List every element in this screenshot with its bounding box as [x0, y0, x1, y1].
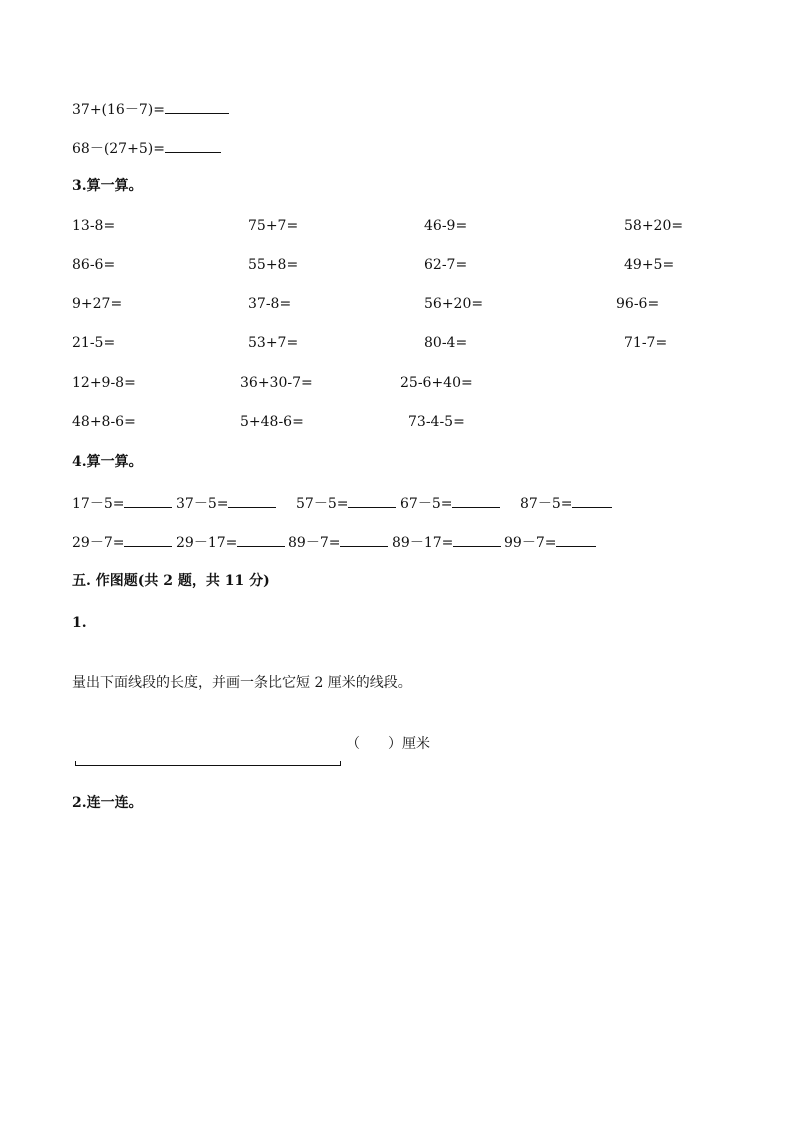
q3-r1c4: 58+20= [624, 218, 684, 234]
q3-r2c3: 62-7= [424, 257, 468, 273]
q3-r3c2: 37-8= [248, 296, 292, 312]
q3-r2c2: 55+8= [248, 257, 299, 273]
answer-blank[interactable] [228, 493, 276, 508]
section5-q1-number: 1. [72, 615, 87, 631]
q3-r6c2: 5+48-6= [240, 414, 304, 430]
q3-r6c3: 73-4-5= [408, 414, 465, 430]
answer-blank[interactable] [452, 493, 500, 508]
q3-r5c3: 25-6+40= [400, 375, 473, 391]
length-answer[interactable]: （ ）厘米 [346, 736, 430, 752]
section5-title: 五. 作图题(共 2 题，共 11 分) [72, 573, 270, 589]
q4-r1c5: 87－5= [520, 493, 612, 513]
line-segment [75, 765, 341, 766]
q3-r4c3: 80-4= [424, 335, 468, 351]
answer-blank[interactable] [237, 532, 285, 547]
answer-blank[interactable] [165, 138, 221, 153]
section5-q1-text: 量出下面线段的长度，并画一条比它短 2 厘米的线段。 [72, 675, 412, 691]
q3-r3c3: 56+20= [424, 296, 484, 312]
q3-r4c2: 53+7= [248, 335, 299, 351]
q4-r1c1: 17－5= [72, 493, 172, 513]
q3-r2c4: 49+5= [624, 257, 675, 273]
q3-r4c4: 71-7= [624, 335, 668, 351]
answer-blank[interactable] [124, 493, 172, 508]
q4-r2c1: 29－7= [72, 532, 172, 552]
q3-r5c1: 12+9-8= [72, 375, 136, 391]
q4-r2c4: 89－17= [392, 532, 501, 552]
q3-r3c4: 96-6= [616, 296, 660, 312]
expr-top-1: 37+(16－7)= [72, 99, 229, 119]
expr-top-2: 68－(27+5)= [72, 138, 221, 158]
q3-title: 3.算一算。 [72, 178, 143, 194]
q3-r6c1: 48+8-6= [72, 414, 136, 430]
answer-blank[interactable] [556, 532, 596, 547]
q4-r1c4: 67－5= [400, 493, 500, 513]
q3-r1c2: 75+7= [248, 218, 299, 234]
section5-q2: 2.连一连。 [72, 795, 143, 811]
answer-blank[interactable] [165, 99, 229, 114]
answer-blank[interactable] [124, 532, 172, 547]
q4-r1c3: 57－5= [296, 493, 396, 513]
answer-blank[interactable] [348, 493, 396, 508]
q4-r2c5: 99－7= [504, 532, 596, 552]
q4-title: 4.算一算。 [72, 454, 143, 470]
q3-r1c1: 13-8= [72, 218, 116, 234]
answer-blank[interactable] [572, 493, 612, 508]
q3-r1c3: 46-9= [424, 218, 468, 234]
q3-r3c1: 9+27= [72, 296, 123, 312]
q3-r2c1: 86-6= [72, 257, 116, 273]
answer-blank[interactable] [453, 532, 501, 547]
answer-blank[interactable] [340, 532, 388, 547]
q4-r2c2: 29－17= [176, 532, 285, 552]
q4-r1c2: 37－5= [176, 493, 276, 513]
q4-r2c3: 89－7= [288, 532, 388, 552]
q3-r5c2: 36+30-7= [240, 375, 313, 391]
q3-r4c1: 21-5= [72, 335, 116, 351]
